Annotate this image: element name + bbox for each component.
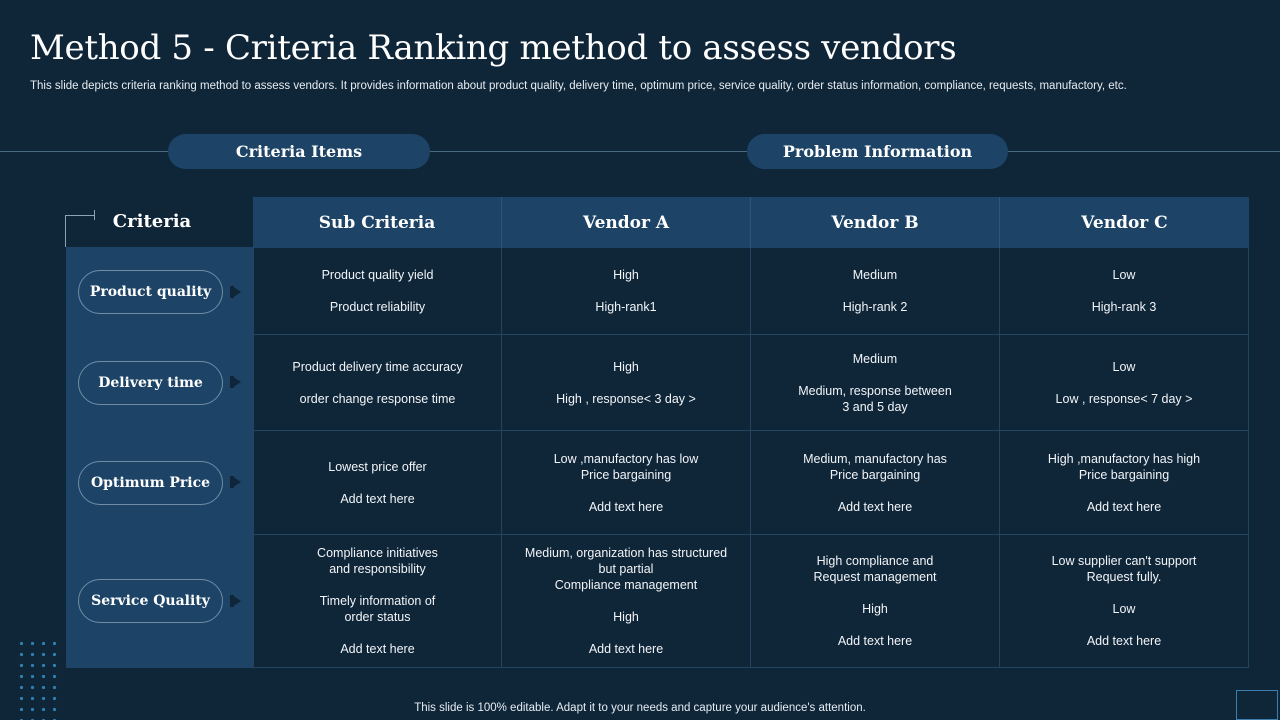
table-cell xyxy=(253,248,502,334)
cell-text: Add text here xyxy=(1086,634,1162,648)
cell-text: Low xyxy=(1112,359,1136,374)
problem-information-label: Problem Information xyxy=(747,134,1008,169)
criteria-service-quality: Service Quality xyxy=(78,579,223,623)
cell-text: High xyxy=(613,268,639,282)
decorative-corner-box xyxy=(1236,690,1278,720)
table-cell xyxy=(751,431,1000,534)
criteria-delivery-time: Delivery time xyxy=(78,361,223,405)
cell-text: Add text here xyxy=(837,499,913,514)
cell-text: High , response< 3 day > xyxy=(556,391,696,406)
table-cell xyxy=(502,535,751,667)
cell-text: High ,manufactory has high Price bargaining xyxy=(1047,451,1201,482)
arrow-icon xyxy=(232,595,241,607)
cell-text: Compliance initiatives and responsibility xyxy=(317,546,438,576)
cell-text: High compliance and Request management xyxy=(813,554,937,584)
table-cell xyxy=(1000,248,1249,334)
arrow-icon xyxy=(232,286,241,298)
table-cell xyxy=(253,335,502,430)
cell-text: Product delivery time accuracy xyxy=(292,359,463,374)
criteria-heading-bracket xyxy=(65,215,95,247)
cell-text: Timely information of order status xyxy=(319,594,436,624)
cell-text: Lowest price offer xyxy=(328,459,427,474)
table-row xyxy=(253,248,1249,335)
cell-text: Add text here xyxy=(837,634,913,648)
cell-text: Add text here xyxy=(340,642,415,656)
arrow-icon xyxy=(232,476,241,488)
cell-text: Product quality yield xyxy=(321,268,434,282)
table-header xyxy=(253,197,1249,248)
criteria-items-label: Criteria Items xyxy=(168,134,430,169)
cell-text: High-rank 2 xyxy=(842,300,908,314)
table-cell xyxy=(751,248,1000,334)
page-title: Method 5 - Criteria Ranking method to assess vendors xyxy=(30,28,957,68)
cell-text: Medium xyxy=(852,268,898,282)
table-row xyxy=(253,335,1249,431)
table-cell xyxy=(751,535,1000,667)
cell-text: Add text here xyxy=(588,499,664,514)
cell-text: Product reliability xyxy=(329,300,426,314)
table-cell xyxy=(1000,535,1249,667)
cell-text: High xyxy=(613,610,639,624)
cell-text: order change response time xyxy=(299,391,456,406)
cell-text: Low ,manufactory has low Price bargaining xyxy=(553,451,699,482)
footer-note: This slide is 100% editable. Adapt it to your needs and capture your audience's attention. xyxy=(414,702,866,714)
cell-text: Medium xyxy=(852,351,898,366)
cell-text: Low supplier can't support Request fully. xyxy=(1051,554,1197,584)
header-vendor-c: Vendor C xyxy=(1081,212,1168,233)
table-row xyxy=(253,431,1249,535)
cell-text: High-rank1 xyxy=(595,300,657,314)
cell-text: Add text here xyxy=(1086,499,1162,514)
table-cell xyxy=(502,335,751,430)
cell-text: Low xyxy=(1112,602,1136,616)
table-cell xyxy=(502,248,751,334)
page-subtitle: This slide depicts criteria ranking method to assess vendors. It provides information about product quality, delivery time, optimum price, service quality, order status information, compliance, requests, manufactory, etc. xyxy=(30,80,1127,92)
table-cell xyxy=(1000,335,1249,430)
criteria-heading-tick xyxy=(94,210,95,220)
table-cell xyxy=(253,431,502,534)
cell-text: Add text here xyxy=(340,491,415,506)
cell-text: High-rank 3 xyxy=(1091,300,1157,314)
cell-text: Medium, response between 3 and 5 day xyxy=(798,383,952,414)
criteria-optimum-price: Optimum Price xyxy=(78,461,223,505)
table-cell xyxy=(502,431,751,534)
cell-text: High xyxy=(862,602,888,616)
header-vendor-b: Vendor B xyxy=(751,197,1000,248)
table-cell xyxy=(1000,431,1249,534)
cell-text: Add text here xyxy=(588,642,664,656)
table-cell xyxy=(751,335,1000,430)
header-sub-criteria: Sub Criteria xyxy=(253,197,502,248)
criteria-heading: Criteria xyxy=(112,210,192,232)
criteria-product-quality: Product quality xyxy=(78,270,223,314)
vendor-ranking-table xyxy=(253,197,1249,668)
cell-text: Low xyxy=(1112,268,1136,282)
cell-text: Low , response< 7 day > xyxy=(1055,391,1193,406)
table-row xyxy=(253,535,1249,668)
table-cell xyxy=(253,535,502,667)
cell-text: High xyxy=(613,359,639,374)
cell-text: Medium, organization has structured but partial Compliance management xyxy=(524,546,728,592)
cell-text: Medium, manufactory has Price bargaining xyxy=(803,451,947,482)
header-vendor-a: Vendor A xyxy=(502,197,751,248)
arrow-icon xyxy=(232,376,241,388)
